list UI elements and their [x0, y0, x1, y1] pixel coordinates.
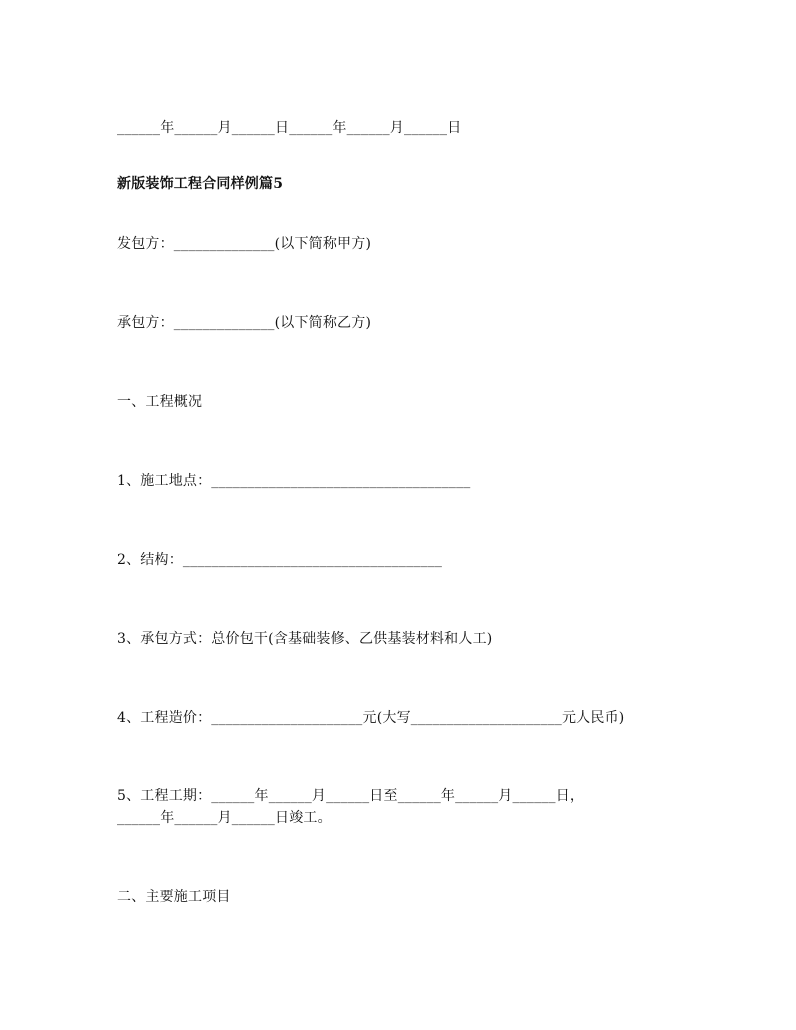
item-site-location: 1、施工地点：____________________________________	[117, 473, 471, 489]
item-contract-method: 3、承包方式：总价包干(含基础装修、乙供基装材料和人工)	[117, 631, 493, 647]
contractor-line: 承包方：______________(以下简称乙方)	[117, 315, 372, 331]
signature-date-line: ______年______月______日______年______月______日	[117, 120, 462, 136]
item-schedule-continued: ______年______月______日竣工。	[117, 810, 332, 826]
section-title: 新版装饰工程合同样例篇5	[117, 176, 284, 192]
employer-line: 发包方：______________(以下简称甲方)	[117, 236, 372, 252]
item-schedule: 5、工程工期：______年______月______日至______年______月______日，	[117, 788, 585, 804]
heading-overview: 一、工程概况	[117, 394, 203, 410]
item-project-cost: 4、工程造价：_____________________元(大写_____________________元人民币)	[117, 710, 625, 726]
item-structure: 2、结构：____________________________________	[117, 552, 443, 568]
heading-main-items: 二、主要施工项目	[117, 889, 231, 905]
